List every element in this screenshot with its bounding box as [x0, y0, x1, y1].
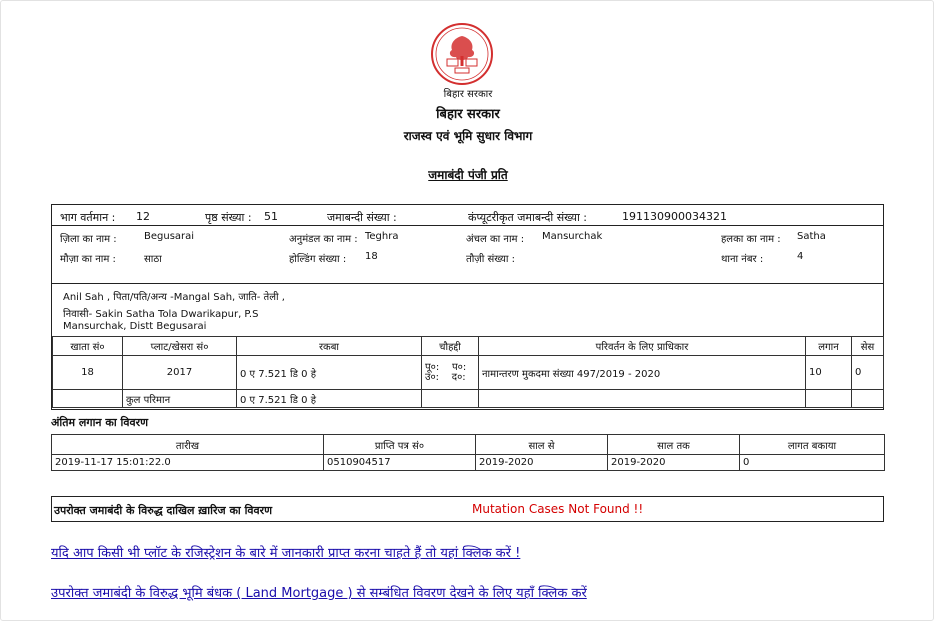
total-row: [53, 390, 884, 408]
col-due: लागत बकाया: [740, 435, 885, 455]
mutation-label: उपरोक्त जमाबंदी के विरुद्ध दाखिल ख़ारिज का विवरण: [54, 504, 273, 517]
dept-title: राजस्व एवं भूमि सुधार विभाग: [403, 129, 533, 143]
chauhaddi-south: द०:: [451, 371, 466, 383]
computerised-value: 191130900034321: [622, 210, 727, 223]
col-rakba: रकबा: [237, 337, 422, 356]
mauza-value: साठा: [144, 254, 162, 265]
chauhaddi-west: प०:: [451, 361, 467, 373]
prishth-label: पृष्ठ संख्या :: [205, 211, 252, 224]
mutation-box: [51, 496, 884, 522]
govt-title: बिहार सरकार: [436, 107, 500, 122]
table-header-row: [53, 337, 884, 356]
page-title: जमाबंदी पंजी प्रति: [428, 168, 508, 182]
table-header-row: [52, 435, 885, 455]
divider: [52, 225, 883, 226]
col-khata: खाता सं०: [53, 337, 123, 356]
owner-line-1: Anil Sah , पिता/पति/अन्य -Mangal Sah, जाति- तेली ,: [63, 292, 285, 303]
prishth-value: 51: [264, 210, 278, 223]
chauhaddi-north: उ०:: [425, 371, 440, 383]
owner-line-2: निवासी- Sakin Satha Tola Dwarikapur, P.S: [63, 309, 259, 320]
plot-value: 2017: [123, 356, 237, 390]
col-year-from: साल से: [476, 435, 608, 455]
rakba-value: 0 ए 7.521 डि 0 हे: [237, 356, 422, 390]
col-plot: प्लाट/खेसरा सं०: [123, 337, 237, 356]
anchal-label: अंचल का नाम :: [466, 234, 525, 245]
anumandal-value: Teghra: [365, 231, 399, 242]
col-pradhikar: परिवर्तन के लिए प्राधिकार: [479, 337, 806, 356]
col-year-to: साल तक: [608, 435, 740, 455]
tarikh-value: 2019-11-17 15:01:22.0: [52, 455, 324, 471]
year-from-value: 2019-2020: [476, 455, 608, 471]
holding-value: 18: [365, 251, 378, 262]
pradhikar-value: नामान्तरण मुकदमा संख्या 497/2019 - 2020: [479, 356, 806, 390]
col-chauhaddi: चौहद्दी: [422, 337, 479, 356]
due-value: 0: [740, 455, 885, 471]
chauhaddi-value: [422, 356, 479, 390]
mauza-label: मौज़ा का नाम :: [60, 254, 116, 265]
bihar-emblem-icon: [430, 22, 494, 86]
col-tarikh: तारीख: [52, 435, 324, 455]
ses-value: 0: [852, 356, 884, 390]
lagan-value: 10: [806, 356, 852, 390]
computerised-label: कंप्यूटरीकृत जमाबन्दी संख्या :: [468, 211, 588, 224]
tauzi-label: तौज़ी संख्या :: [466, 254, 516, 265]
zila-label: ज़िला का नाम :: [60, 234, 117, 245]
bhag-value: 12: [136, 210, 150, 223]
table-row: [52, 455, 885, 471]
table-row: [53, 356, 884, 390]
halka-value: Satha: [797, 231, 826, 242]
total-label: कुल परिमान: [123, 390, 237, 408]
jamabandi-label: जमाबन्दी संख्या :: [327, 211, 397, 224]
col-receipt: प्राप्ति पत्र सं०: [324, 435, 476, 455]
divider: [52, 283, 883, 284]
col-ses: सेस: [852, 337, 884, 356]
anchal-value: Mansurchak: [542, 231, 603, 242]
anumandal-label: अनुमंडल का नाम :: [289, 234, 358, 245]
plot-table: [52, 336, 884, 408]
land-mortgage-link[interactable]: उपरोक्त जमाबंदी के विरुद्ध भूमि बंधक ( Land Mortgage ) से सम्बंधित विवरण देखने के लिए यहाँ क्लिक करें: [51, 586, 587, 601]
lagan-table: [51, 434, 885, 471]
mutation-message: Mutation Cases Not Found !!: [472, 502, 644, 516]
chauhaddi-east: पू०:: [425, 361, 440, 373]
lagan-section-title: अंतिम लगान का विवरण: [51, 416, 149, 429]
receipt-value: 0510904517: [324, 455, 476, 471]
bhag-label: भाग वर्तमान :: [60, 211, 116, 224]
thana-label: थाना नंबर :: [721, 254, 764, 265]
khata-value: 18: [53, 356, 123, 390]
zila-value: Begusarai: [144, 231, 195, 242]
year-to-value: 2019-2020: [608, 455, 740, 471]
emblem-caption: बिहार सरकार: [443, 89, 493, 100]
halka-label: हलका का नाम :: [721, 234, 781, 245]
thana-value: 4: [797, 251, 804, 262]
registration-link[interactable]: यदि आप किसी भी प्लॉट के रजिस्ट्रेशन के बारे में जानकारी प्राप्त करना चाहते हैं तो यहां क्लिक करें !: [51, 546, 521, 561]
total-rakba: 0 ए 7.521 डि 0 हे: [237, 390, 422, 408]
owner-line-3: Mansurchak, Distt Begusarai: [63, 321, 207, 332]
holding-label: होल्डिंग संख्या :: [289, 254, 347, 265]
col-lagan: लगान: [806, 337, 852, 356]
